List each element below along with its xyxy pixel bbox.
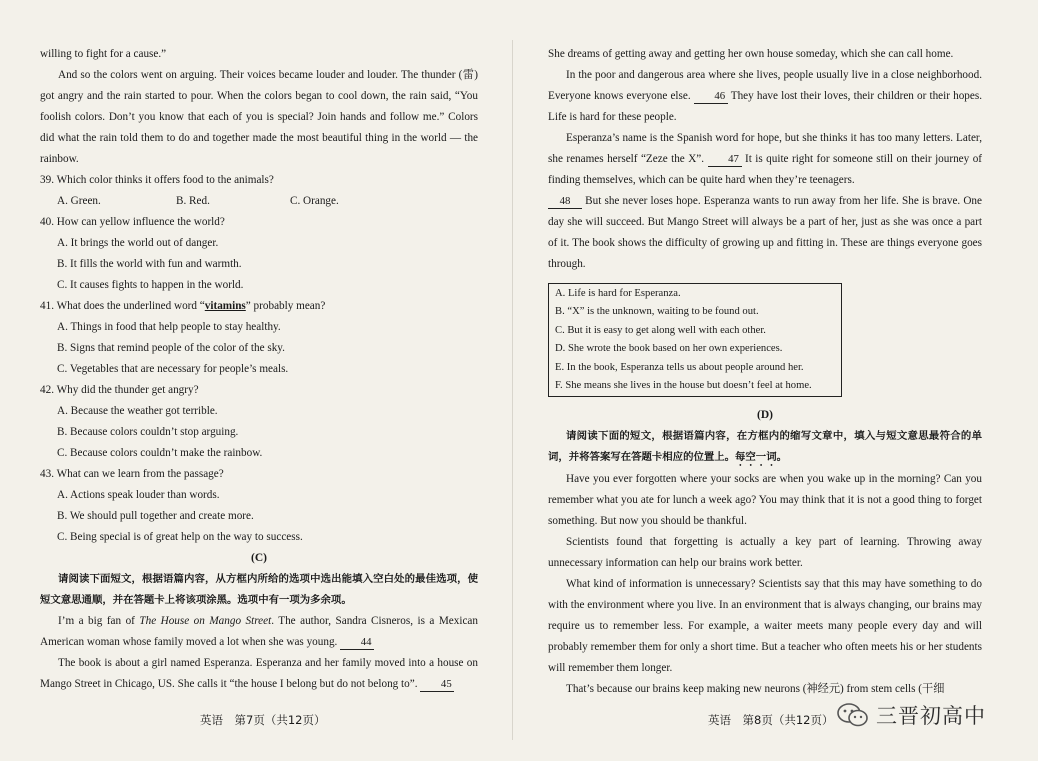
page-divider bbox=[512, 40, 513, 740]
option-40b: B. It fills the world with fun and warmth. bbox=[57, 258, 242, 270]
underlined-word: vitamins bbox=[204, 300, 246, 312]
blank-45: 45 bbox=[420, 677, 454, 692]
option-40c: C. It causes fights to happen in the world. bbox=[57, 279, 244, 291]
question-41: 41. What does the underlined word “vitamins” probably mean? bbox=[40, 300, 326, 312]
page-footer-left: 英语 第7页（共12页） bbox=[200, 713, 326, 727]
passage-c-paragraph-3: In the poor and dangerous area where she lives, people usually live in a close neighborhood. Everyone knows everyone else. 46 They have lost their loves, their children or their hopes. Life is hard for these people. bbox=[548, 69, 982, 123]
option-43a: A. Actions speak louder than words. bbox=[57, 489, 220, 501]
option-box-c: C. But it is easy to get along well with each other. bbox=[555, 324, 766, 336]
passage-c-continued: She dreams of getting away and getting her own house someday, which she can call home. bbox=[548, 48, 954, 60]
options-box bbox=[548, 283, 842, 397]
section-d-heading: (D) bbox=[757, 409, 773, 422]
blank-46: 46 bbox=[694, 89, 728, 104]
passage-d-paragraph-4: That’s because our brains keep making new neurons (神经元) from stem cells (干细 bbox=[566, 683, 945, 696]
blank-48: 48 bbox=[548, 194, 582, 209]
option-box-e: E. In the book, Esperanza tells us about people around her. bbox=[555, 361, 804, 373]
passage-c-paragraph-1: I’m a big fan of The House on Mango Street. The author, Sandra Cisneros, is a Mexican American woman whose family moved a lot when she was young. 44 bbox=[40, 615, 478, 648]
option-box-d: D. She wrote the book based on her own experiences. bbox=[555, 343, 783, 355]
right-page bbox=[548, 44, 982, 700]
section-c-instructions: 请阅读下面短文，根据语篇内容，从方框内所给的选项中选出能填入空白处的最佳选项，使短文意思通顺，并在答题卡上将该项涂黑。选项中有一项为多余项。 bbox=[40, 573, 478, 606]
section-d-instructions: 请阅读下面的短文，根据语篇内容，在方框内的缩写文章中，填入与短文意思最符合的单词，并将答案写在答题卡相应的位置上。每空一词。 bbox=[548, 430, 982, 464]
option-39c: C. Orange. bbox=[290, 195, 339, 207]
watermark bbox=[836, 700, 986, 730]
option-42c: C. Because colors couldn’t make the rainbow. bbox=[57, 447, 263, 459]
option-41a: A. Things in food that help people to stay healthy. bbox=[57, 321, 281, 333]
passage-d-paragraph-3: What kind of information is unnecessary? Scientists say that this may have something to do with the environment where you live. In an environment that is always changing, our brains may require us to remember less. For example, a waiter meets many people every day and will probably remember them for only a short time. But a teacher who often meets his or her students will remember them longer. bbox=[548, 578, 982, 675]
page-footer-right: 英语 第8页（共12页） bbox=[708, 713, 834, 727]
option-41b: B. Signs that remind people of the color of the sky. bbox=[57, 342, 285, 354]
passage-b-paragraph: And so the colors went on arguing. Their voices became louder and louder. The thunder (雷) got angry and the rain started to pour. When the colors began to cool down, the rain said, “You foolish colors. Don’t you know that each of you is special? Join hands and follow me.” Colors did what the rain told them to do and together made the most beautiful thing in the world — the rainbow. bbox=[40, 69, 478, 165]
option-43b: B. We should pull together and create more. bbox=[57, 510, 254, 522]
option-43c: C. Being special is of great help on the way to success. bbox=[57, 531, 303, 543]
book-title: The House on Mango Street bbox=[139, 615, 272, 627]
wechat-icon bbox=[836, 702, 870, 728]
option-box-f: F. She means she lives in the house but doesn’t feel at home. bbox=[555, 380, 812, 392]
passage-d-paragraph-1: Have you ever forgotten where your socks are when you wake up in the morning? Can you remember what you ate for lunch a week ago? You may think that it is not a good thing to forget something. But now you should be thankful. bbox=[548, 473, 982, 528]
question-40: 40. How can yellow influence the world? bbox=[40, 216, 225, 228]
option-box-b: B. “X” is the unknown, waiting to be found out. bbox=[555, 306, 759, 318]
blank-44: 44 bbox=[340, 635, 374, 650]
section-c-heading: (C) bbox=[251, 552, 267, 564]
option-42a: A. Because the weather got terrible. bbox=[57, 405, 218, 417]
option-box-a: A. Life is hard for Esperanza. bbox=[555, 288, 681, 299]
passage-c-paragraph-4: Esperanza’s name is the Spanish word for hope, but she thinks it has too many letters. Later, she renames herself “Zeze the X”. 47 It is quite right for someone still on their journey of finding themselves, which can be quite hard when they’re teenagers. bbox=[548, 132, 983, 186]
left-page bbox=[40, 44, 478, 695]
passage-b-end: willing to fight for a cause.” bbox=[40, 48, 167, 60]
passage-c-paragraph-2: The book is about a girl named Esperanza. Esperanza and her family moved into a house on Mango Street in Chicago, US. She calls it “the house I belong but do not belong to”. 45 bbox=[40, 657, 478, 690]
question-43: 43. What can we learn from the passage? bbox=[40, 468, 224, 480]
option-39a: A. Green. bbox=[57, 195, 101, 207]
option-41c: C. Vegetables that are necessary for people’s meals. bbox=[57, 363, 289, 375]
option-39b: B. Red. bbox=[176, 195, 210, 207]
question-39-options bbox=[40, 191, 478, 212]
passage-c-paragraph-5: 48 But she never loses hope. Esperanza wants to run away from her life. She is brave. One day she will succeed. But Mango Street will always be a part of her, just as she was once a part of it. The book shows the difficulty of growing up and fitting in. These are things everyone goes through. bbox=[548, 195, 982, 270]
passage-d-paragraph-2: Scientists found that forgetting is actually a key part of learning. Throwing away unnecessary information can help our brains work better. bbox=[548, 536, 982, 570]
question-39: 39. Which color thinks it offers food to the animals? bbox=[40, 174, 274, 186]
question-42: 42. Why did the thunder get angry? bbox=[40, 384, 199, 396]
watermark-text: 三晋初高中 bbox=[876, 704, 986, 728]
option-42b: B. Because colors couldn’t stop arguing. bbox=[57, 426, 239, 438]
option-40a: A. It brings the world out of danger. bbox=[57, 237, 219, 249]
blank-47: 47 bbox=[708, 152, 742, 167]
